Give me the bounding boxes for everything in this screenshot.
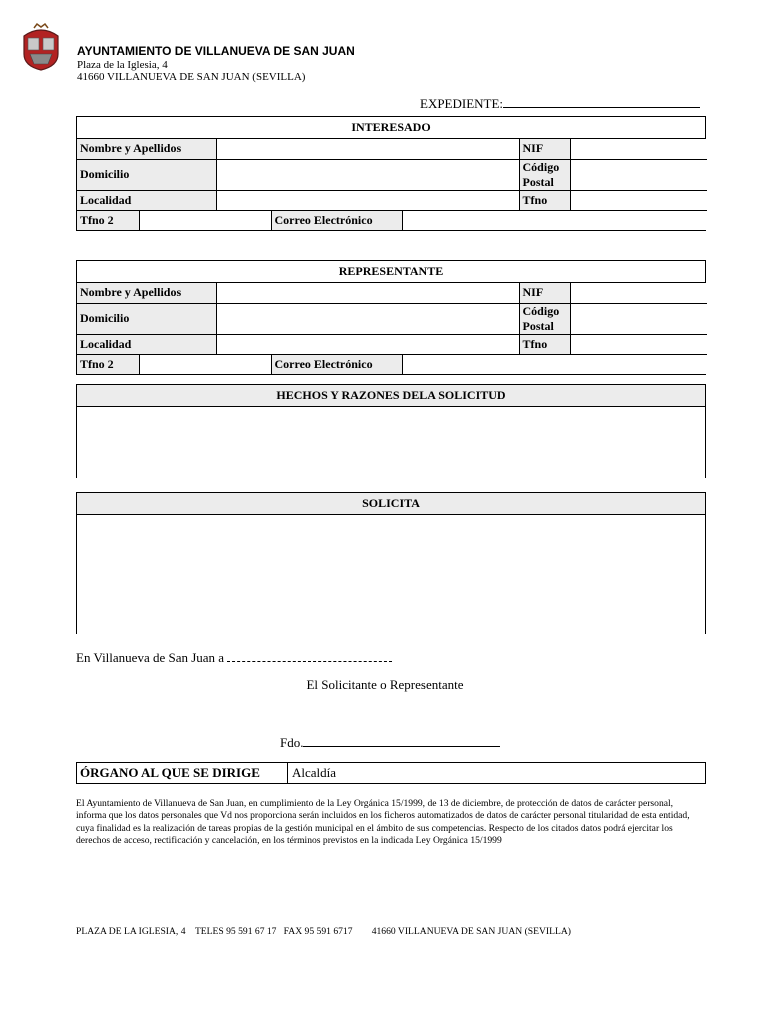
interesado-localidad-label: Localidad <box>77 190 216 210</box>
representante-tfno-input[interactable] <box>570 334 707 354</box>
solicita-textarea[interactable] <box>77 515 705 634</box>
representante-tfno-label: Tfno <box>519 334 570 354</box>
signer-label: El Solicitante o Representante <box>306 677 464 692</box>
interesado-localidad-input[interactable] <box>216 190 519 210</box>
organo-value: Alcaldía <box>292 765 337 780</box>
representante-nombre-label: Nombre y Apellidos <box>77 283 216 303</box>
interesado-domicilio-input[interactable] <box>216 159 519 190</box>
address-line-1: Plaza de la Iglesia, 4 <box>77 59 168 71</box>
coat-of-arms-icon <box>20 22 62 72</box>
representante-correo-label: Correo Electrónico <box>271 354 402 374</box>
expediente-input[interactable] <box>503 95 700 108</box>
organo-label: ÓRGANO AL QUE SE DIRIGE <box>77 763 288 783</box>
solicita-title: SOLICITA <box>77 493 705 515</box>
signature-input[interactable] <box>303 734 500 747</box>
representante-domicilio-label: Domicilio <box>77 303 216 334</box>
date-input[interactable] <box>227 649 392 662</box>
interesado-nombre-input[interactable] <box>216 139 519 159</box>
interesado-tfno2-label: Tfno 2 <box>77 210 139 230</box>
address-line-2: 41660 VILLANUEVA DE SAN JUAN (SEVILLA) <box>77 71 306 83</box>
legal-notice: El Ayuntamiento de Villanueva de San Juan, en cumplimiento de la Ley Orgánica 15/1999, de 13 de diciembre, de protección de datos de carácter personal, informa que los datos personales que Vd nos proporciona serán incluidos en los ficheros automatizados de datos de carácter personal titularidad de esta entidad, cuya finalidad es la realización de tareas propias de la gestión municipal en el ámbito de sus competencias. Respecto de los citados datos podrá ejercitar los derechos de acceso, rectificación y cancelación, en los términos previstos en la indicada Ley Orgánica 15/1999 <box>76 798 690 846</box>
representante-cp-label: Código Postal <box>519 303 570 334</box>
footer: PLAZA DE LA IGLESIA, 4 TELES 95 591 67 17 FAX 95 591 6717 41660 VILLANUEVA DE SAN JUAN (SEVILLA) <box>76 926 571 937</box>
place-date <box>76 649 392 666</box>
interesado-tfno-input[interactable] <box>570 190 707 210</box>
representante-nif-label: NIF <box>519 283 570 303</box>
interesado-correo-input[interactable] <box>402 210 707 230</box>
representante-title: REPRESENTANTE <box>77 261 705 283</box>
expediente-field <box>420 95 700 112</box>
interesado-domicilio-label: Domicilio <box>77 159 216 190</box>
interesado-title: INTERESADO <box>77 117 705 139</box>
interesado-section <box>76 116 706 231</box>
expediente-label: EXPEDIENTE: <box>420 96 504 111</box>
representante-nombre-input[interactable] <box>216 283 519 303</box>
representante-domicilio-input[interactable] <box>216 303 519 334</box>
fdo-label: Fdo. <box>280 735 304 750</box>
place-date-label: En Villanueva de San Juan a <box>76 650 225 665</box>
solicita-section <box>76 492 706 634</box>
interesado-cp-input[interactable] <box>570 159 707 190</box>
representante-nif-input[interactable] <box>570 283 707 303</box>
interesado-correo-label: Correo Electrónico <box>271 210 402 230</box>
representante-tfno2-label: Tfno 2 <box>77 354 139 374</box>
interesado-tfno2-input[interactable] <box>139 210 271 230</box>
representante-correo-input[interactable] <box>402 354 707 374</box>
representante-localidad-input[interactable] <box>216 334 519 354</box>
hechos-section <box>76 384 706 478</box>
organo-row <box>76 762 706 784</box>
representante-section <box>76 260 706 375</box>
org-name: AYUNTAMIENTO DE VILLANUEVA DE SAN JUAN <box>77 44 355 58</box>
representante-cp-input[interactable] <box>570 303 707 334</box>
hechos-textarea[interactable] <box>77 407 705 478</box>
signature-field <box>280 734 500 751</box>
interesado-nif-label: NIF <box>519 139 570 159</box>
interesado-nif-input[interactable] <box>570 139 707 159</box>
representante-localidad-label: Localidad <box>77 334 216 354</box>
representante-tfno2-input[interactable] <box>139 354 271 374</box>
interesado-cp-label: Código Postal <box>519 159 570 190</box>
interesado-nombre-label: Nombre y Apellidos <box>77 139 216 159</box>
hechos-title: HECHOS Y RAZONES DELA SOLICITUD <box>77 385 705 407</box>
interesado-tfno-label: Tfno <box>519 190 570 210</box>
